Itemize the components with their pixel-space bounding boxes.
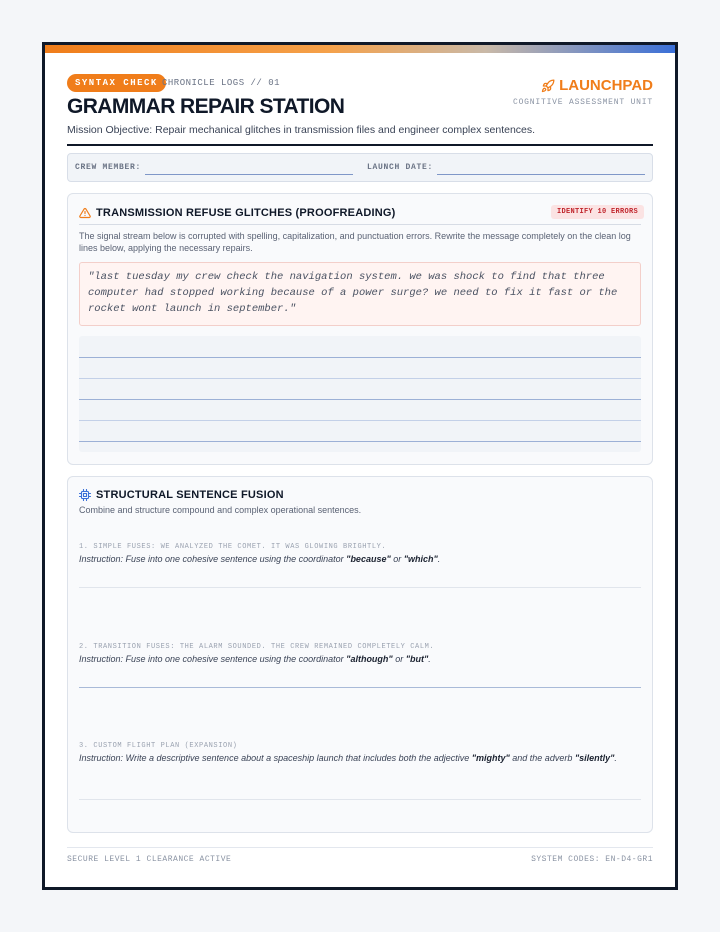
brand-name: LAUNCHPAD xyxy=(559,77,653,94)
fusion-item-1-instruction: Instruction: Fuse into one cohesive sentence using the coordinator "because" or "which". xyxy=(79,554,441,564)
fusion-item-1-label: 1. SIMPLE FUSES: WE ANALYZED THE COMET. IT WAS GLOWING BRIGHTLY. xyxy=(79,543,387,551)
fusion-item-1-answer-line[interactable] xyxy=(79,587,641,588)
warning-icon xyxy=(79,207,91,219)
proofreading-description: The signal stream below is corrupted with spelling, capitalization, and punctuation errors. Rewrite the message completely on the clean log lines below, applying the necessary repairs. xyxy=(79,231,631,253)
mission-objective: Mission Objective: Repair mechanical glitches in transmission files and engineer complex sentences. xyxy=(67,124,536,136)
footer-system-codes: SYSTEM CODES: EN-D4-GR1 xyxy=(531,855,653,864)
page-title: GRAMMAR REPAIR STATION xyxy=(67,95,345,118)
card-divider xyxy=(79,224,641,225)
launch-date-field[interactable] xyxy=(437,174,645,175)
fusion-item-2-label: 2. TRANSITION FUSES: THE ALARM SOUNDED. THE CREW REMAINED COMPLETELY CALM. xyxy=(79,643,435,651)
proofreading-title-text: TRANSMISSION REFUSE GLITCHES (PROOFREADING) xyxy=(96,207,396,219)
fusion-item-3-answer-line[interactable] xyxy=(79,799,641,800)
header-divider xyxy=(67,144,653,146)
rocket-icon xyxy=(541,79,555,93)
brand-logo xyxy=(513,77,653,94)
gradient-top-bar xyxy=(45,45,675,53)
proofreading-title xyxy=(79,207,396,219)
fusion-subtitle: Combine and structure compound and complex operational sentences. xyxy=(79,505,362,515)
brand-subtitle: COGNITIVE ASSESSMENT UNIT xyxy=(512,98,653,107)
brand-block xyxy=(513,77,653,107)
identify-errors-badge: IDENTIFY 10 ERRORS xyxy=(551,205,644,219)
corrupted-message-box xyxy=(79,262,641,326)
log-line xyxy=(79,399,641,400)
corrupted-message: "last tuesday my crew check the navigation system. we was shock to find that three computer had stopped working because of a power surge? we need to fix it fast or the rocket wont launch in september." xyxy=(88,271,618,315)
worksheet-page xyxy=(42,42,678,890)
fusion-item-2-answer-line[interactable] xyxy=(79,687,641,688)
launch-date-label: LAUNCH DATE: xyxy=(367,163,434,172)
log-line xyxy=(79,420,641,421)
cpu-chip-icon xyxy=(79,489,91,501)
fusion-item-3-label: 3. CUSTOM FLIGHT PLAN (EXPANSION) xyxy=(79,742,238,750)
log-line xyxy=(79,357,641,358)
syntax-check-badge: SYNTAX CHECK xyxy=(67,74,166,92)
fusion-item-3-instruction: Instruction: Write a descriptive sentence about a spaceship launch that includes both the adjective "mighty" and the adverb "silently". xyxy=(79,753,617,763)
log-line xyxy=(79,441,641,442)
fusion-title xyxy=(79,489,284,501)
fusion-item-2-instruction: Instruction: Fuse into one cohesive sentence using the coordinator "although" or "but". xyxy=(79,654,431,664)
log-lines-area[interactable] xyxy=(79,336,641,452)
log-line xyxy=(79,378,641,379)
proofreading-card xyxy=(67,193,653,465)
crew-member-field[interactable] xyxy=(145,174,353,175)
crew-member-label: CREW MEMBER: xyxy=(75,163,142,172)
sentence-fusion-card xyxy=(67,476,653,833)
footer-clearance: SECURE LEVEL 1 CLEARANCE ACTIVE xyxy=(67,855,232,864)
chronicle-label: CHRONICLE LOGS // 01 xyxy=(162,78,281,88)
footer-divider xyxy=(67,847,653,848)
fusion-title-text: STRUCTURAL SENTENCE FUSION xyxy=(96,489,284,501)
crew-info-bar xyxy=(67,153,653,182)
